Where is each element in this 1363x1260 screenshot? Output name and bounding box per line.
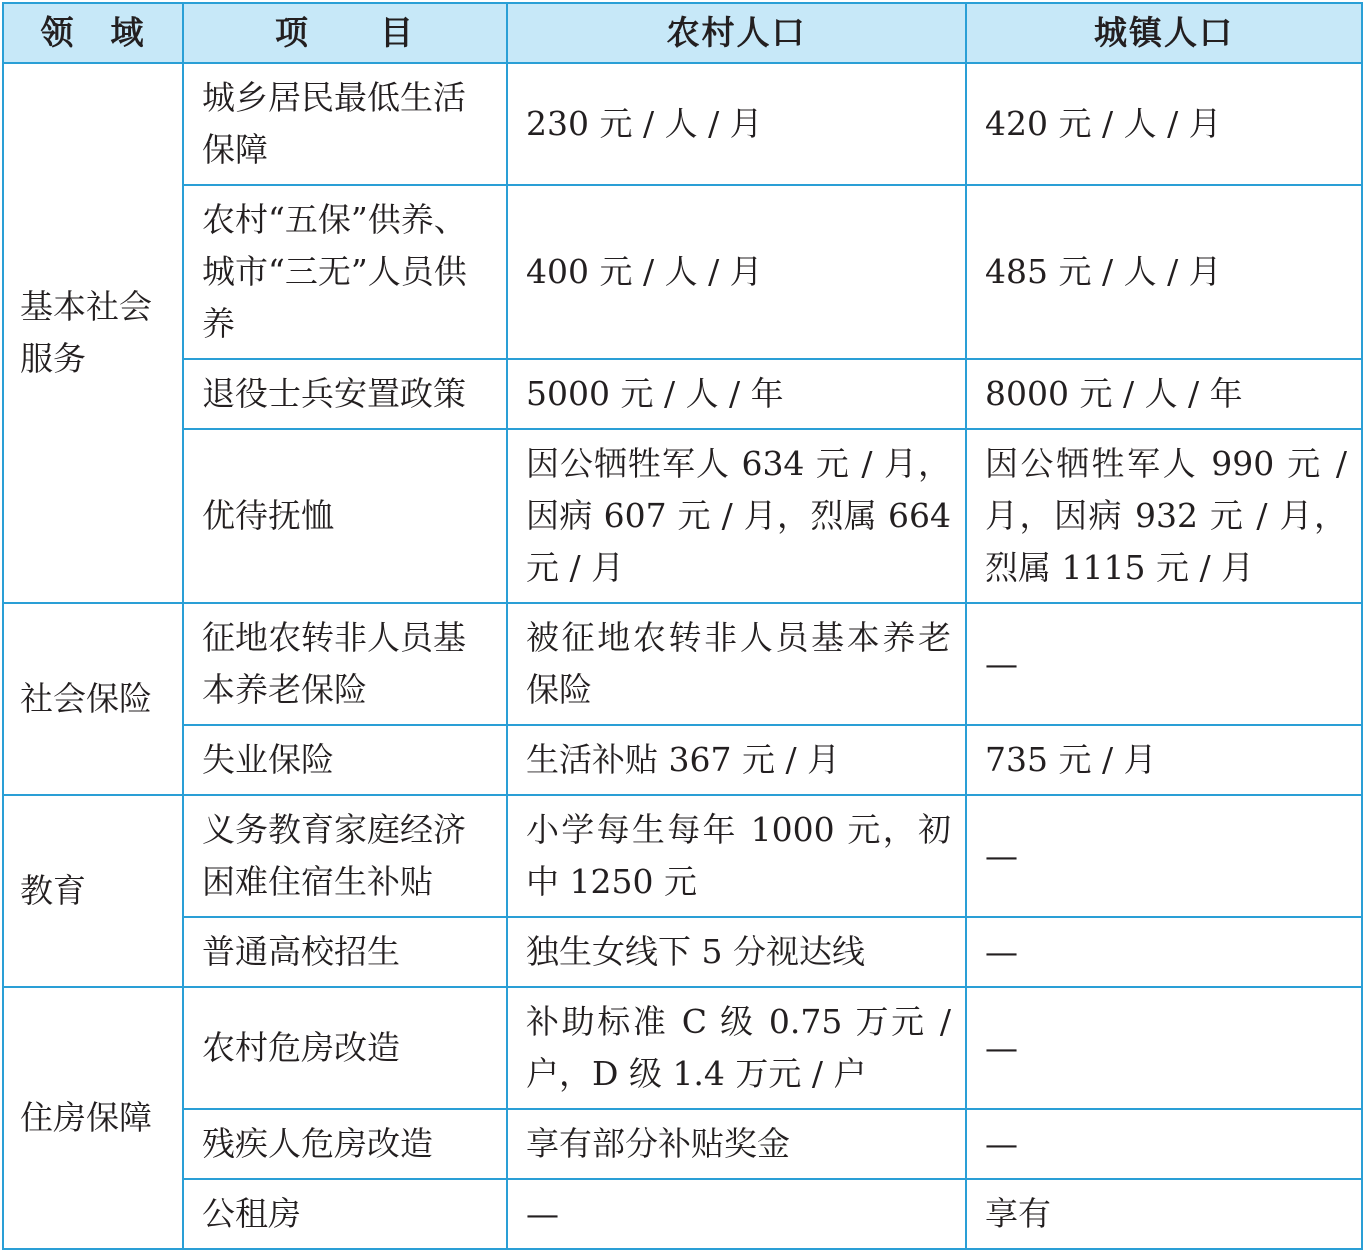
urban-cell: — [966,603,1362,725]
item-cell: 义务教育家庭经济困难住宿生补贴 [183,795,507,917]
domain-cell: 教育 [3,795,183,987]
table-row [3,429,1362,603]
item-cell: 残疾人危房改造 [183,1109,507,1179]
urban-cell: 485 元 / 人 / 月 [966,185,1362,359]
item-cell: 公租房 [183,1179,507,1249]
item-cell: 普通高校招生 [183,917,507,987]
item-cell: 优待抚恤 [183,429,507,603]
header-domain: 领 域 [3,3,183,63]
header-row [3,3,1362,63]
table-row [3,603,1362,725]
item-cell: 城乡居民最低生活保障 [183,63,507,185]
table-row [3,1179,1362,1249]
urban-cell: 420 元 / 人 / 月 [966,63,1362,185]
item-cell: 农村“五保”供养、城市“三无”人员供养 [183,185,507,359]
urban-cell: 8000 元 / 人 / 年 [966,359,1362,429]
rural-cell: 小学每生每年 1000 元，初中 1250 元 [507,795,966,917]
domain-cell: 住房保障 [3,987,183,1249]
header-item: 项 目 [183,3,507,63]
rural-cell: 230 元 / 人 / 月 [507,63,966,185]
domain-cell: 基本社会服务 [3,63,183,603]
table-row [3,185,1362,359]
urban-cell: 因公牺牲军人 990 元 / 月，因病 932 元 / 月，烈属 1115 元 / 月 [966,429,1362,603]
urban-cell: 735 元 / 月 [966,725,1362,795]
rural-cell: 因公牺牲军人 634 元 / 月，因病 607 元 / 月，烈属 664 元 / 月 [507,429,966,603]
urban-cell: — [966,1109,1362,1179]
domain-cell: 社会保险 [3,603,183,795]
table-row [3,359,1362,429]
header-urban: 城镇人口 [966,3,1362,63]
rural-cell: 被征地农转非人员基本养老保险 [507,603,966,725]
item-cell: 退役士兵安置政策 [183,359,507,429]
item-cell: 农村危房改造 [183,987,507,1109]
rural-cell: 享有部分补贴奖金 [507,1109,966,1179]
table-row [3,725,1362,795]
item-cell: 失业保险 [183,725,507,795]
urban-cell: — [966,987,1362,1109]
rural-cell: 生活补贴 367 元 / 月 [507,725,966,795]
urban-cell: 享有 [966,1179,1362,1249]
urban-cell: — [966,917,1362,987]
policy-comparison-table [2,2,1363,1250]
header-rural: 农村人口 [507,3,966,63]
table-row [3,987,1362,1109]
rural-cell: 5000 元 / 人 / 年 [507,359,966,429]
urban-cell: — [966,795,1362,917]
rural-cell: 独生女线下 5 分视达线 [507,917,966,987]
table-row [3,795,1362,917]
table-row [3,63,1362,185]
table-row [3,1109,1362,1179]
table-row [3,917,1362,987]
rural-cell: — [507,1179,966,1249]
rural-cell: 400 元 / 人 / 月 [507,185,966,359]
item-cell: 征地农转非人员基本养老保险 [183,603,507,725]
rural-cell: 补助标准 C 级 0.75 万元 / 户，D 级 1.4 万元 / 户 [507,987,966,1109]
